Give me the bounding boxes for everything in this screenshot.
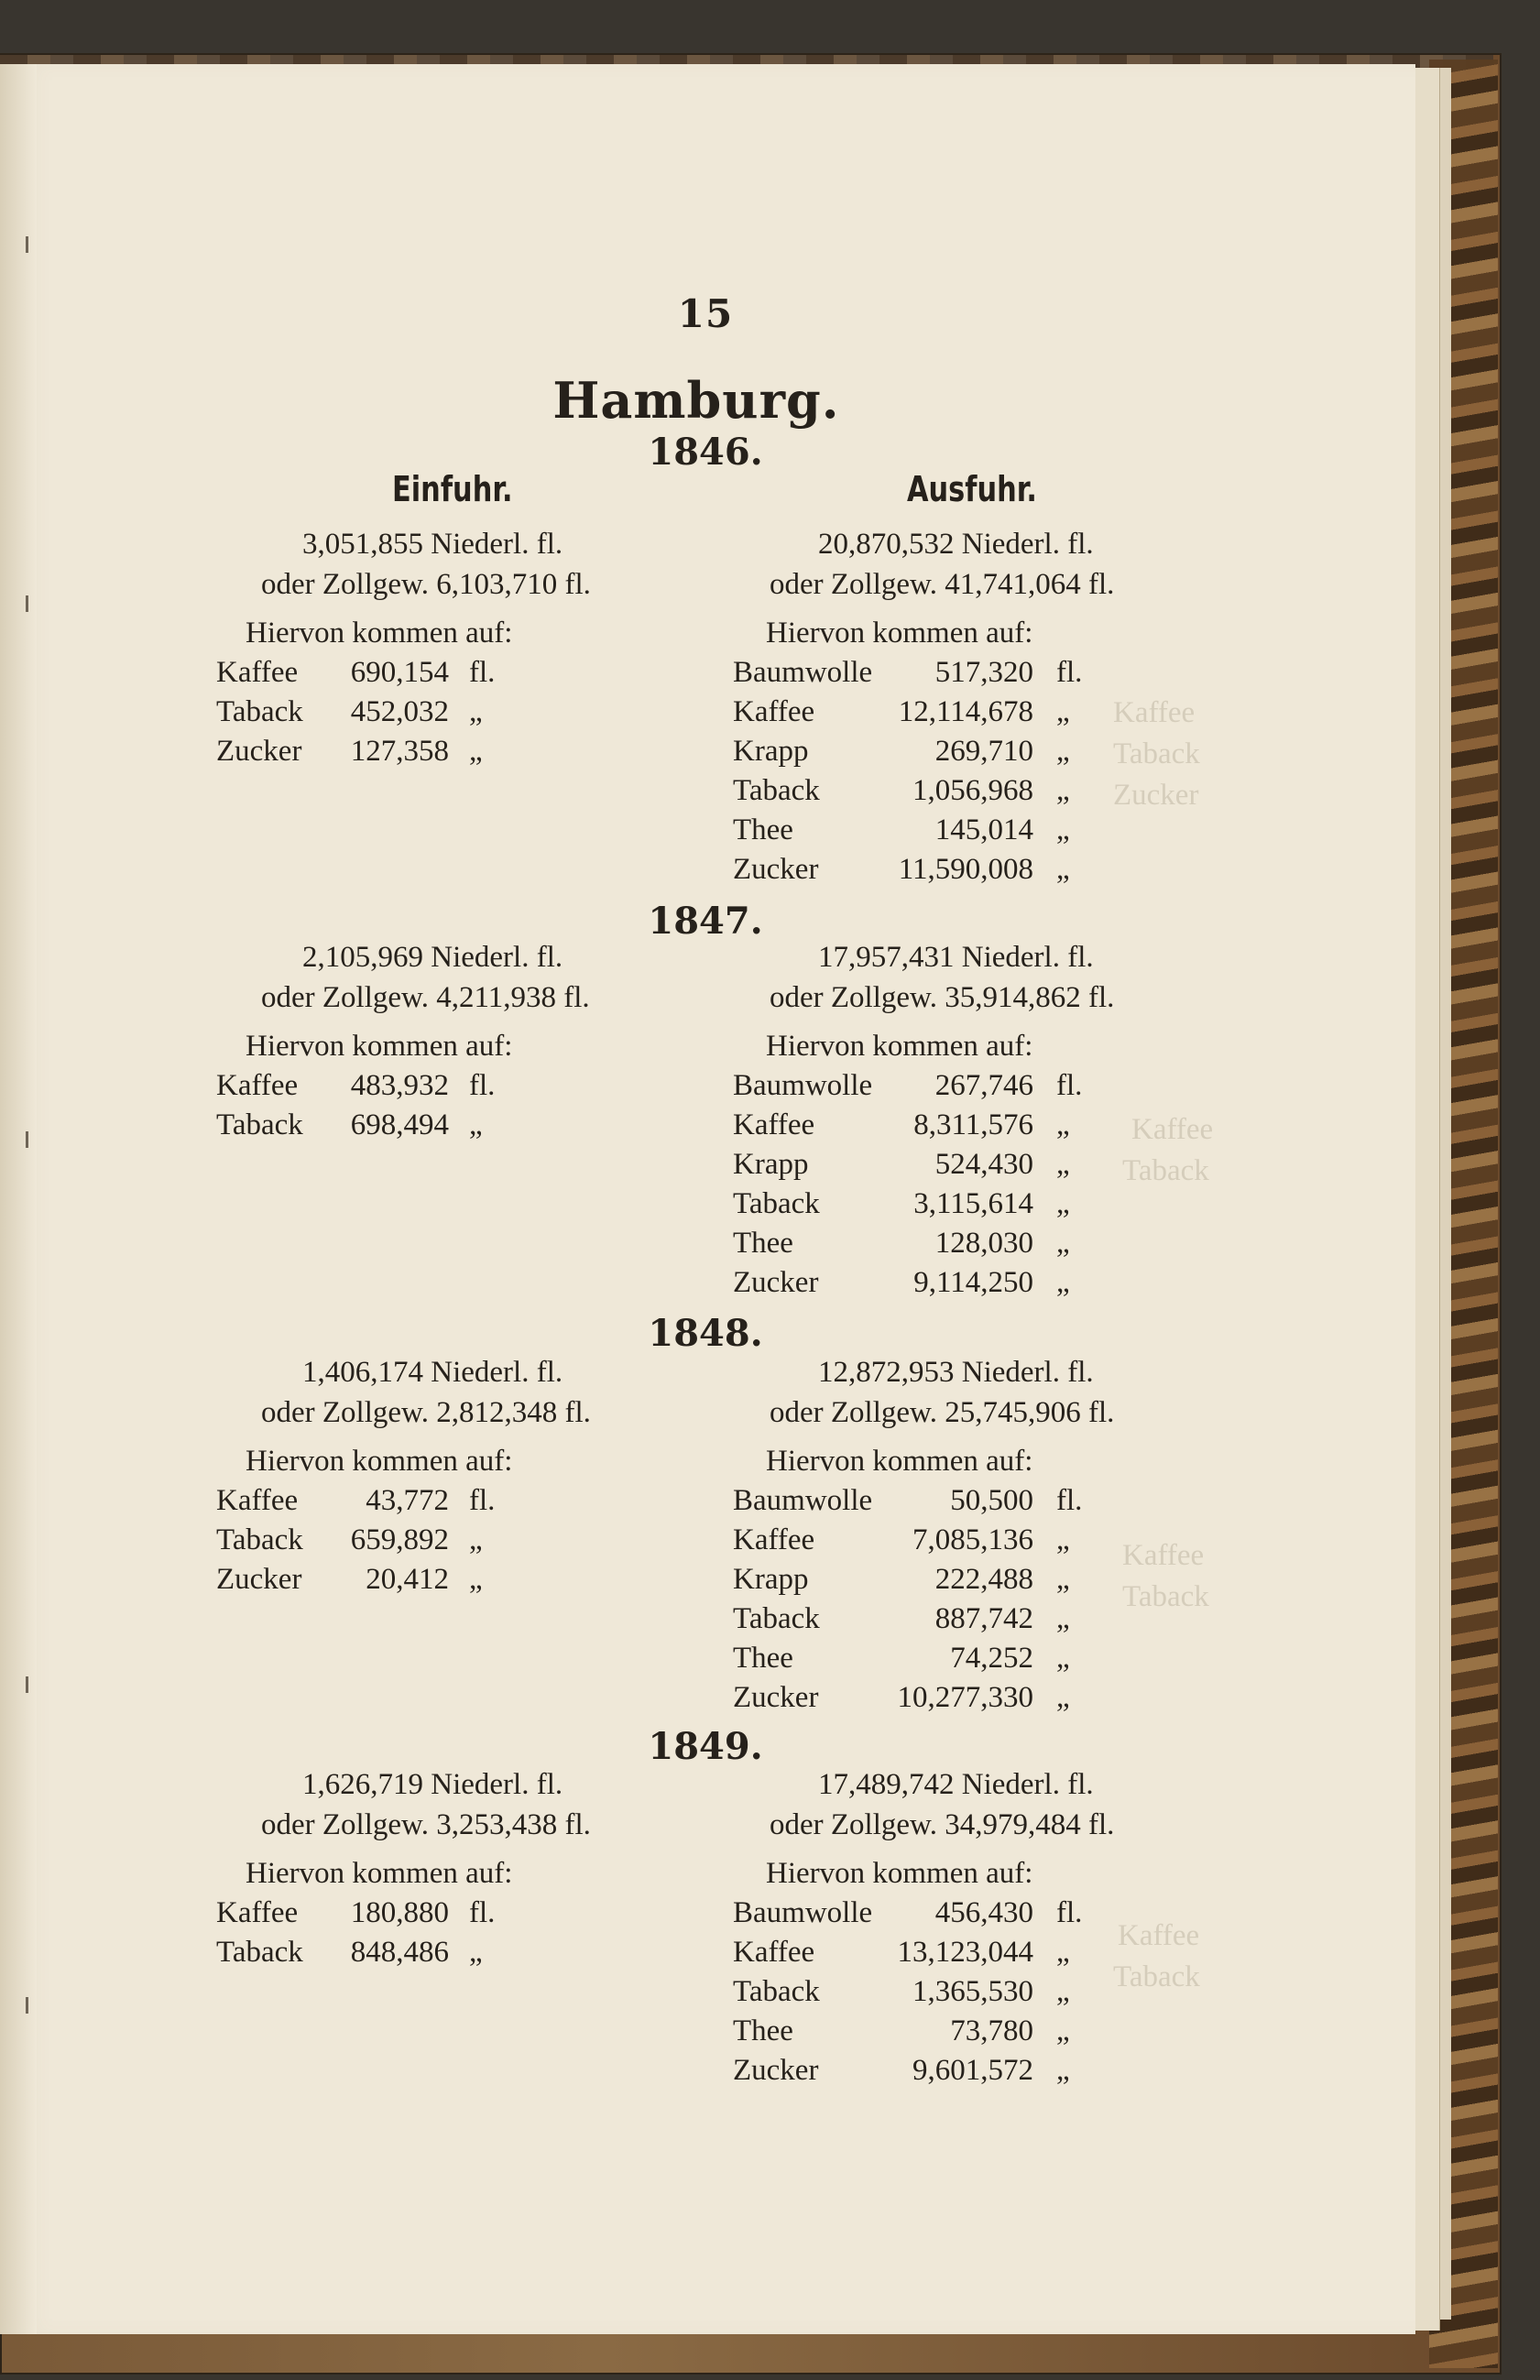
item-unit: „ — [1056, 2014, 1070, 2047]
item-unit: „ — [1056, 1602, 1070, 1635]
item-unit: „ — [1056, 695, 1070, 728]
item-name: Zucker — [733, 853, 819, 886]
import-total: 2,105,969 Niederl. fl. — [302, 941, 563, 974]
item-value: 11,590,008 — [898, 853, 1033, 886]
page-gutter — [0, 64, 37, 2334]
export-total: 12,872,953 Niederl. fl. — [818, 1356, 1094, 1389]
item-name: Taback — [216, 1108, 303, 1141]
item-name: Kaffee — [733, 1108, 815, 1141]
bleed-through-mark: Taback — [1113, 737, 1200, 770]
item-name: Baumwolle — [733, 656, 873, 689]
item-unit: „ — [1056, 1936, 1070, 1969]
item-unit: „ — [1056, 1148, 1070, 1181]
item-name: Zucker — [733, 2054, 819, 2087]
item-value: 180,880 — [350, 1896, 449, 1929]
item-unit: „ — [1056, 1975, 1070, 2008]
bleed-through-mark: Kaffee — [1113, 696, 1196, 729]
item-unit: fl. — [1056, 1069, 1083, 1102]
item-unit: „ — [1056, 2054, 1070, 2087]
item-name: Taback — [216, 1936, 303, 1969]
import-total: 1,406,174 Niederl. fl. — [302, 1356, 563, 1389]
item-unit: „ — [469, 1523, 483, 1556]
bleed-through-mark: Taback — [1122, 1154, 1209, 1187]
export-breakdown-caption: Hiervon kommen auf: — [766, 1445, 1033, 1478]
item-name: Zucker — [733, 1266, 819, 1299]
item-unit: fl. — [1056, 1484, 1083, 1517]
export-zollgewicht: oder Zollgew. 34,979,484 fl. — [770, 1808, 1115, 1841]
page-title: Hamburg. — [552, 371, 840, 430]
item-unit: „ — [1056, 1681, 1070, 1714]
item-name: Baumwolle — [733, 1896, 873, 1929]
year-heading: 1847. — [648, 900, 763, 943]
import-zollgewicht: oder Zollgew. 3,253,438 fl. — [261, 1808, 591, 1841]
item-name: Taback — [216, 695, 303, 728]
import-total: 1,626,719 Niederl. fl. — [302, 1768, 563, 1801]
import-breakdown-caption: Hiervon kommen auf: — [246, 617, 513, 650]
item-value: 1,365,530 — [912, 1975, 1033, 2008]
bleed-through-mark: Taback — [1122, 1580, 1209, 1613]
item-value: 127,358 — [350, 735, 449, 768]
binding-stitch — [26, 1131, 38, 1148]
item-name: Kaffee — [216, 1484, 299, 1517]
item-value: 73,780 — [950, 2014, 1033, 2047]
import-zollgewicht: oder Zollgew. 2,812,348 fl. — [261, 1396, 591, 1429]
item-value: 269,710 — [934, 735, 1033, 768]
item-value: 659,892 — [350, 1523, 449, 1556]
item-unit: „ — [1056, 1266, 1070, 1299]
item-value: 12,114,678 — [898, 695, 1033, 728]
item-name: Zucker — [733, 1681, 819, 1714]
year-heading: 1848. — [648, 1312, 763, 1355]
item-unit: „ — [1056, 1227, 1070, 1260]
item-unit: „ — [469, 1108, 483, 1141]
item-unit: „ — [1056, 813, 1070, 846]
item-name: Krapp — [733, 1148, 809, 1181]
item-name: Kaffee — [216, 1069, 299, 1102]
item-name: Taback — [216, 1523, 303, 1556]
item-name: Zucker — [216, 1563, 302, 1596]
binding-stitch — [26, 236, 38, 253]
bleed-through-mark: Kaffee — [1131, 1113, 1214, 1146]
export-zollgewicht: oder Zollgew. 41,741,064 fl. — [770, 568, 1115, 601]
item-name: Thee — [733, 1642, 793, 1675]
item-value: 456,430 — [934, 1896, 1033, 1929]
export-total: 20,870,532 Niederl. fl. — [818, 528, 1094, 561]
item-name: Zucker — [216, 735, 302, 768]
export-column-heading: Ausfuhr. — [907, 469, 1037, 509]
item-unit: „ — [1056, 1187, 1070, 1220]
item-value: 698,494 — [350, 1108, 449, 1141]
item-unit: „ — [469, 735, 483, 768]
item-value: 13,123,044 — [897, 1936, 1033, 1969]
item-name: Taback — [733, 1975, 820, 2008]
export-breakdown-caption: Hiervon kommen auf: — [766, 1857, 1033, 1890]
item-value: 9,601,572 — [912, 2054, 1033, 2087]
bleed-through-mark: Taback — [1113, 1960, 1200, 1993]
import-zollgewicht: oder Zollgew. 6,103,710 fl. — [261, 568, 591, 601]
binding-stitch — [26, 1997, 38, 2014]
export-total: 17,957,431 Niederl. fl. — [818, 941, 1094, 974]
item-unit: fl. — [469, 656, 496, 689]
item-name: Krapp — [733, 1563, 809, 1596]
bleed-through-mark: Kaffee — [1118, 1919, 1200, 1952]
item-name: Kaffee — [216, 656, 299, 689]
item-value: 10,277,330 — [897, 1681, 1033, 1714]
item-unit: fl. — [469, 1069, 496, 1102]
export-zollgewicht: oder Zollgew. 35,914,862 fl. — [770, 981, 1115, 1014]
item-unit: „ — [1056, 1108, 1070, 1141]
item-unit: „ — [469, 1936, 483, 1969]
binding-stitch — [26, 595, 38, 612]
item-unit: fl. — [469, 1896, 496, 1929]
item-unit: „ — [1056, 1563, 1070, 1596]
item-unit: „ — [1056, 774, 1070, 807]
item-name: Thee — [733, 1227, 793, 1260]
item-value: 20,412 — [366, 1563, 449, 1596]
import-breakdown-caption: Hiervon kommen auf: — [246, 1857, 513, 1890]
bleed-through-mark: Zucker — [1113, 779, 1199, 812]
item-name: Baumwolle — [733, 1484, 873, 1517]
item-name: Baumwolle — [733, 1069, 873, 1102]
item-unit: „ — [1056, 853, 1070, 886]
item-value: 1,056,968 — [912, 774, 1033, 807]
item-name: Thee — [733, 2014, 793, 2047]
item-value: 3,115,614 — [913, 1187, 1033, 1220]
export-breakdown-caption: Hiervon kommen auf: — [766, 617, 1033, 650]
import-zollgewicht: oder Zollgew. 4,211,938 fl. — [261, 981, 590, 1014]
year-heading: 1849. — [648, 1725, 763, 1768]
import-breakdown-caption: Hiervon kommen auf: — [246, 1030, 513, 1063]
item-unit: „ — [1056, 1523, 1070, 1556]
item-name: Kaffee — [733, 695, 815, 728]
item-value: 452,032 — [350, 695, 449, 728]
item-value: 848,486 — [350, 1936, 449, 1969]
item-unit: fl. — [1056, 656, 1083, 689]
item-name: Kaffee — [733, 1936, 815, 1969]
item-value: 483,932 — [350, 1069, 449, 1102]
item-name: Taback — [733, 1602, 820, 1635]
import-total: 3,051,855 Niederl. fl. — [302, 528, 563, 561]
item-value: 222,488 — [934, 1563, 1033, 1596]
import-breakdown-caption: Hiervon kommen auf: — [246, 1445, 513, 1478]
item-unit: fl. — [469, 1484, 496, 1517]
item-value: 887,742 — [934, 1602, 1033, 1635]
item-value: 50,500 — [950, 1484, 1033, 1517]
item-name: Kaffee — [733, 1523, 815, 1556]
item-value: 517,320 — [934, 656, 1033, 689]
bleed-through-mark: Kaffee — [1122, 1539, 1205, 1572]
item-value: 9,114,250 — [913, 1266, 1033, 1299]
item-value: 267,746 — [934, 1069, 1033, 1102]
page-number: 15 — [677, 291, 734, 336]
import-column-heading: Einfuhr. — [392, 469, 513, 509]
item-value: 8,311,576 — [913, 1108, 1033, 1141]
item-unit: „ — [469, 695, 483, 728]
item-value: 43,772 — [366, 1484, 449, 1517]
item-name: Taback — [733, 774, 820, 807]
year-heading: 1846. — [648, 431, 763, 474]
item-unit: „ — [1056, 735, 1070, 768]
export-zollgewicht: oder Zollgew. 25,745,906 fl. — [770, 1396, 1115, 1429]
item-unit: „ — [1056, 1642, 1070, 1675]
item-value: 524,430 — [934, 1148, 1033, 1181]
export-breakdown-caption: Hiervon kommen auf: — [766, 1030, 1033, 1063]
item-name: Krapp — [733, 735, 809, 768]
item-value: 145,014 — [934, 813, 1033, 846]
item-unit: fl. — [1056, 1896, 1083, 1929]
item-value: 690,154 — [350, 656, 449, 689]
item-name: Taback — [733, 1187, 820, 1220]
item-name: Kaffee — [216, 1896, 299, 1929]
item-name: Thee — [733, 813, 793, 846]
export-total: 17,489,742 Niederl. fl. — [818, 1768, 1094, 1801]
binding-stitch — [26, 1676, 38, 1693]
item-unit: „ — [469, 1563, 483, 1596]
item-value: 74,252 — [950, 1642, 1033, 1675]
item-value: 128,030 — [934, 1227, 1033, 1260]
item-value: 7,085,136 — [912, 1523, 1033, 1556]
